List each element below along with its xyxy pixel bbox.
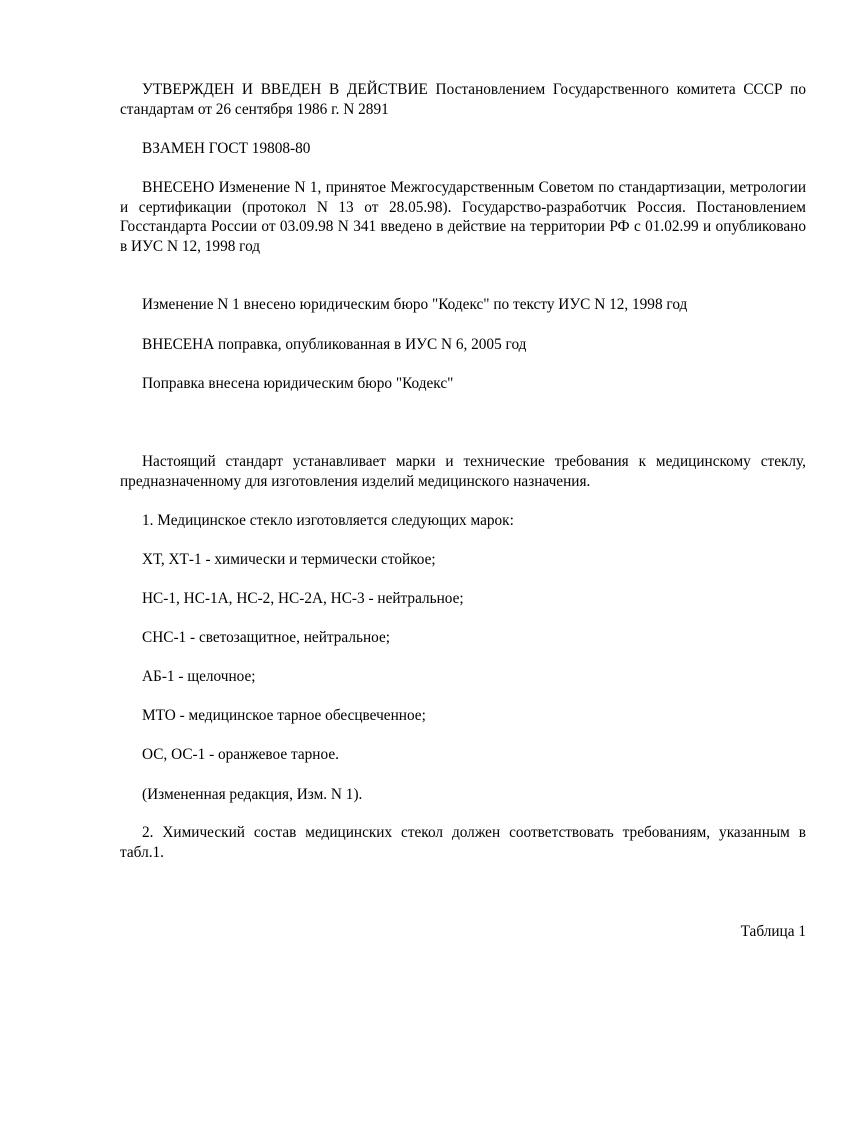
amendment-codex-paragraph: Изменение N 1 внесено юридическим бюро "Кодекс" по тексту ИУС N 12, 1998 год bbox=[142, 296, 688, 313]
grade-ns-line: НС-1, НС-1А, НС-2, НС-2А, НС-3 - нейтральное; bbox=[142, 590, 464, 607]
clause-1-title: 1. Медицинское стекло изготовляется следующих марок: bbox=[142, 512, 514, 529]
table-caption: Таблица 1 bbox=[740, 923, 806, 940]
grade-sns-line: СНС-1 - светозащитное, нейтральное; bbox=[142, 629, 390, 646]
correction-codex-paragraph: Поправка внесена юридическим бюро "Кодекс" bbox=[142, 375, 454, 392]
approval-paragraph: УТВЕРЖДЕН И ВВЕДЕН В ДЕЙСТВИЕ Постановлением Государственного комитета СССР по стандартам от 26 сентября 1986 г. N 2891 bbox=[120, 81, 806, 118]
amendment-introduced-paragraph: ВНЕСЕНО Изменение N 1, принятое Межгосударственным Советом по стандартизации, метрологии и сертификации (протокол N 13 от 28.05.98). Государство-разработчик Россия. Постановлением Госстандарта России от 03.09.98 N 341 введено в действие на территории РФ с 01.02.99 и опубликовано в ИУС N 12, 1998 год bbox=[120, 179, 806, 255]
clause-2-paragraph: 2. Химический состав медицинских стекол должен соответствовать требованиям, указанным в табл.1. bbox=[120, 824, 806, 861]
grade-mto-line: МТО - медицинское тарное обесцвеченное; bbox=[142, 707, 426, 724]
grade-xt-line: ХТ, ХТ-1 - химически и термически стойкое; bbox=[142, 551, 436, 568]
correction-introduced-paragraph: ВНЕСЕНА поправка, опубликованная в ИУС N 6, 2005 год bbox=[142, 336, 527, 353]
grade-ab-line: АБ-1 - щелочное; bbox=[142, 668, 256, 685]
grade-os-line: ОС, ОС-1 - оранжевое тарное. bbox=[142, 746, 339, 763]
replaces-paragraph: ВЗАМЕН ГОСТ 19808-80 bbox=[142, 140, 311, 157]
revision-note: (Измененная редакция, Изм. N 1). bbox=[142, 786, 363, 803]
scope-paragraph: Настоящий стандарт устанавливает марки и технические требования к медицинскому стеклу, предназначенному для изготовления изделий медицинского назначения. bbox=[120, 453, 806, 490]
